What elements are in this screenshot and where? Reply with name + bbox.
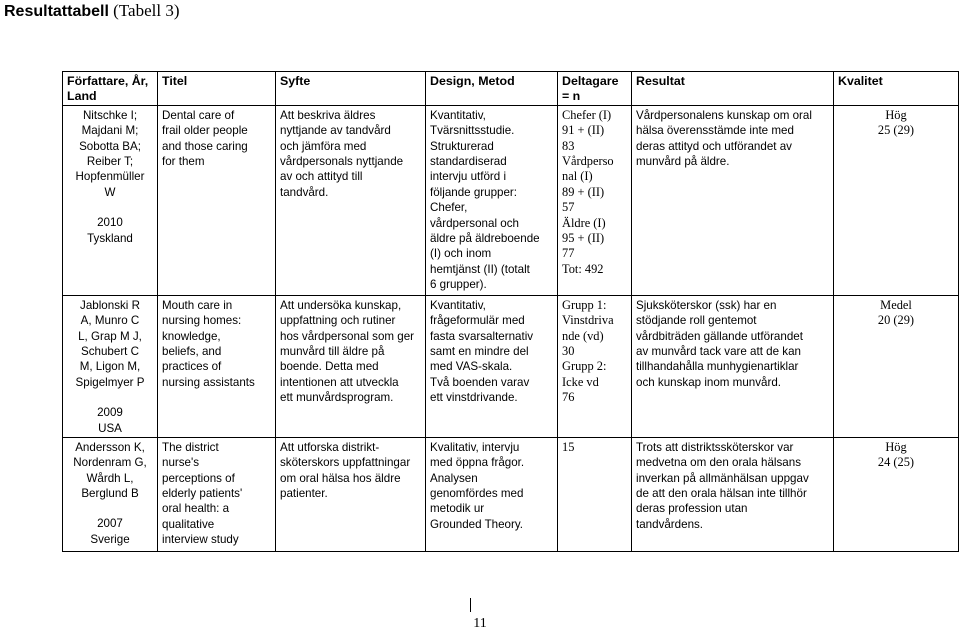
result-line: deras attityd och utförandet av [636,139,792,153]
participants-line: 57 [562,200,575,215]
author-line: A, Munro C [80,314,140,328]
publication-year: 2010 [97,216,123,230]
result-line: munvård på äldre. [636,155,730,169]
design-line: följande grupper: [430,185,518,199]
title-line: frail older people [162,124,248,138]
cell-design [426,105,558,295]
aim-line: Att undersöka kunskap, [280,298,402,312]
title-line: nurse's [162,456,200,470]
aim-line: Att beskriva äldres [280,108,376,122]
aim-line: boende. Detta med [280,360,379,374]
participants-line: nde (vd) [562,328,604,343]
title-line: oral health: a [162,502,230,516]
participants-line: Grupp 2: [562,359,607,374]
participants-line: 91 + (II) [562,123,605,138]
aim-line: Att utforska distrikt- [280,440,380,454]
design-line: Kvantitativ, [430,298,486,312]
page-marker-line [470,598,471,612]
title-line: knowledge, [162,329,221,343]
author-line: Majdani M; [81,124,139,138]
cell-aim [276,105,426,295]
aim-line: munvård till äldre på [280,345,385,359]
header-author: Författare, År, Land [63,72,158,106]
quality-line: 20 (29) [877,313,915,328]
publication-year: 2007 [97,517,123,531]
title-line: qualitative [162,517,215,531]
result-line: medvetna om den orala hälsans [636,456,801,470]
author-line: Wårdh L, [86,471,134,485]
design-line: Kvalitativ, intervju [430,440,520,454]
author-line: L, Grap M J, [78,329,142,343]
author-line: Nordenram G, [73,456,147,470]
heading-bold: Resultattabell [4,3,109,20]
design-line: standardiserad [430,155,507,169]
participants-line: Chefer (I) [562,107,612,122]
design-line: med VAS-skala. [430,360,513,374]
design-line: Chefer, [430,201,468,215]
design-line: (I) och inom [430,247,492,261]
result-line: de att den orala hälsan inte tillhör [636,487,807,501]
heading-rest: (Tabell 3) [108,1,180,20]
quality-line: 24 (25) [877,455,915,470]
study-country: USA [98,421,122,435]
cell-quality [834,105,959,295]
design-line: vårdpersonal och [430,216,519,230]
author-line: W [104,185,116,199]
aim-line: av och attityd till [280,170,363,184]
author-line: Reiber T; [86,155,134,169]
result-line: vårdbiträden gällande utförandet [636,329,803,343]
participants-line: 15 [562,439,575,454]
cell-author [63,437,158,551]
document-heading [4,0,179,23]
author-line: Andersson K, [75,440,145,454]
quality-line: Hög [885,439,907,454]
participants-line: 30 [562,344,575,359]
aim-line: och jämföra med [280,139,367,153]
design-line: intervju utförd i [430,170,507,184]
aim-line: hos vårdpersonal som ger [280,329,415,343]
header-participants: Deltagare = n [558,72,632,106]
spacer [67,200,153,215]
aim-line: vårdpersonals nyttjande [280,155,404,169]
cell-aim [276,437,426,551]
design-line: genomfördes med [430,487,524,501]
cell-title [158,295,276,437]
study-country: Tyskland [87,231,133,245]
result-line: hälsa överensstämde inte med [636,124,794,138]
design-line: Tvärsnittsstudie. [430,124,515,138]
table-row [63,105,959,295]
participants-line: 77 [562,246,575,261]
title-line: nursing homes: [162,314,242,328]
participants-line: Grupp 1: [562,297,607,312]
design-line: metodik ur [430,502,485,516]
spacer [67,390,153,405]
results-table [62,71,959,552]
title-line: beliefs, and [162,345,222,359]
author-line: Berglund B [81,487,139,501]
design-line: Analysen [430,471,478,485]
aim-line: uppfattning och rutiner [280,314,396,328]
author-line: Hopfenmüller [75,170,145,184]
design-line: med öppna frågor. [430,456,525,470]
result-line: Vårdpersonalens kunskap om oral [636,108,812,122]
quality-line: Medel [880,297,912,312]
title-line: Dental care of [162,108,235,122]
design-line: ett vinstdrivande. [430,391,518,405]
title-line: nursing assistants [162,375,255,389]
header-design: Design, Metod [426,72,558,106]
participants-line: 76 [562,390,575,405]
author-line: Sobotta BA; [79,139,141,153]
cell-participants [558,437,632,551]
result-line: deras profession utan [636,502,748,516]
aim-line: om oral hälsa hos äldre [280,471,401,485]
header-result: Resultat [632,72,834,106]
design-line: Två boenden varav [430,375,530,389]
result-line: tandvårdens. [636,517,704,531]
design-line: fasta svarsalternativ [430,329,534,343]
participants-line: 95 + (II) [562,231,605,246]
cell-author [63,105,158,295]
cell-result [632,295,834,437]
title-line: interview study [162,533,239,547]
quality-line: 25 (29) [877,123,915,138]
result-line: Trots att distriktssköterskor var [636,440,794,454]
design-line: hemtjänst (II) (totalt [430,262,530,276]
title-line: Mouth care in [162,298,233,312]
participants-line: 89 + (II) [562,184,605,199]
cell-participants [558,105,632,295]
cell-design [426,437,558,551]
quality-line: Hög [885,107,907,122]
cell-title [158,437,276,551]
result-line: Sjuksköterskor (ssk) har en [636,298,777,312]
design-line: frågeformulär med [430,314,525,328]
table-row [63,437,959,551]
participants-line: Äldre (I) [562,215,606,230]
title-line: and those caring [162,139,248,153]
title-line: elderly patients' [162,487,243,501]
design-line: Kvantitativ, [430,108,486,122]
header-aim: Syfte [276,72,426,106]
result-line: stödjande roll gentemot [636,314,757,328]
spacer [67,501,153,516]
aim-line: intentionen att utveckla [280,375,399,389]
header-row [63,72,959,106]
title-line: practices of [162,360,222,374]
design-line: samt en mindre del [430,345,529,359]
cell-author [63,295,158,437]
participants-line: Vårdperso [562,154,614,169]
page-number: 11 [473,616,487,631]
participants-line: Icke vd [562,374,599,389]
cell-title [158,105,276,295]
aim-line: ett munvårdsprogram. [280,391,394,405]
title-line: perceptions of [162,471,235,485]
study-country: Sverige [90,532,130,546]
participants-line: nal (I) [562,169,593,184]
design-line: Strukturerad [430,139,494,153]
author-line: Spigelmyer P [75,375,145,389]
aim-line: patienter. [280,487,328,501]
header-title: Titel [158,72,276,106]
design-line: 6 grupper). [430,278,487,292]
title-line: for them [162,155,205,169]
design-line: Grounded Theory. [430,517,524,531]
author-line: Nitschke I; [82,108,138,122]
cell-quality [834,295,959,437]
publication-year: 2009 [97,406,123,420]
result-line: inverkan på allmänhälsan uppgav [636,471,809,485]
table-body [63,105,959,551]
cell-quality [834,437,959,551]
header-quality: Kvalitet [834,72,959,106]
participants-line: Vinstdriva [562,313,614,328]
aim-line: sköterskors uppfattningar [280,456,411,470]
table-row [63,295,959,437]
result-line: av munvård tack vare att de kan [636,345,801,359]
participants-line: 83 [562,138,575,153]
cell-result [632,105,834,295]
aim-line: nyttjande av tandvård [280,124,391,138]
result-line: tillhandahålla munhygienartiklar [636,360,799,374]
cell-participants [558,295,632,437]
aim-line: tandvård. [280,185,329,199]
author-line: Jablonski R [80,298,140,312]
cell-result [632,437,834,551]
result-line: och kunskap inom munvård. [636,375,781,389]
design-line: äldre på äldreboende [430,232,540,246]
author-line: Schubert C [81,345,139,359]
title-line: The district [162,440,219,454]
author-line: M, Ligon M, [79,360,141,374]
cell-aim [276,295,426,437]
cell-design [426,295,558,437]
participants-line: Tot: 492 [562,261,604,276]
